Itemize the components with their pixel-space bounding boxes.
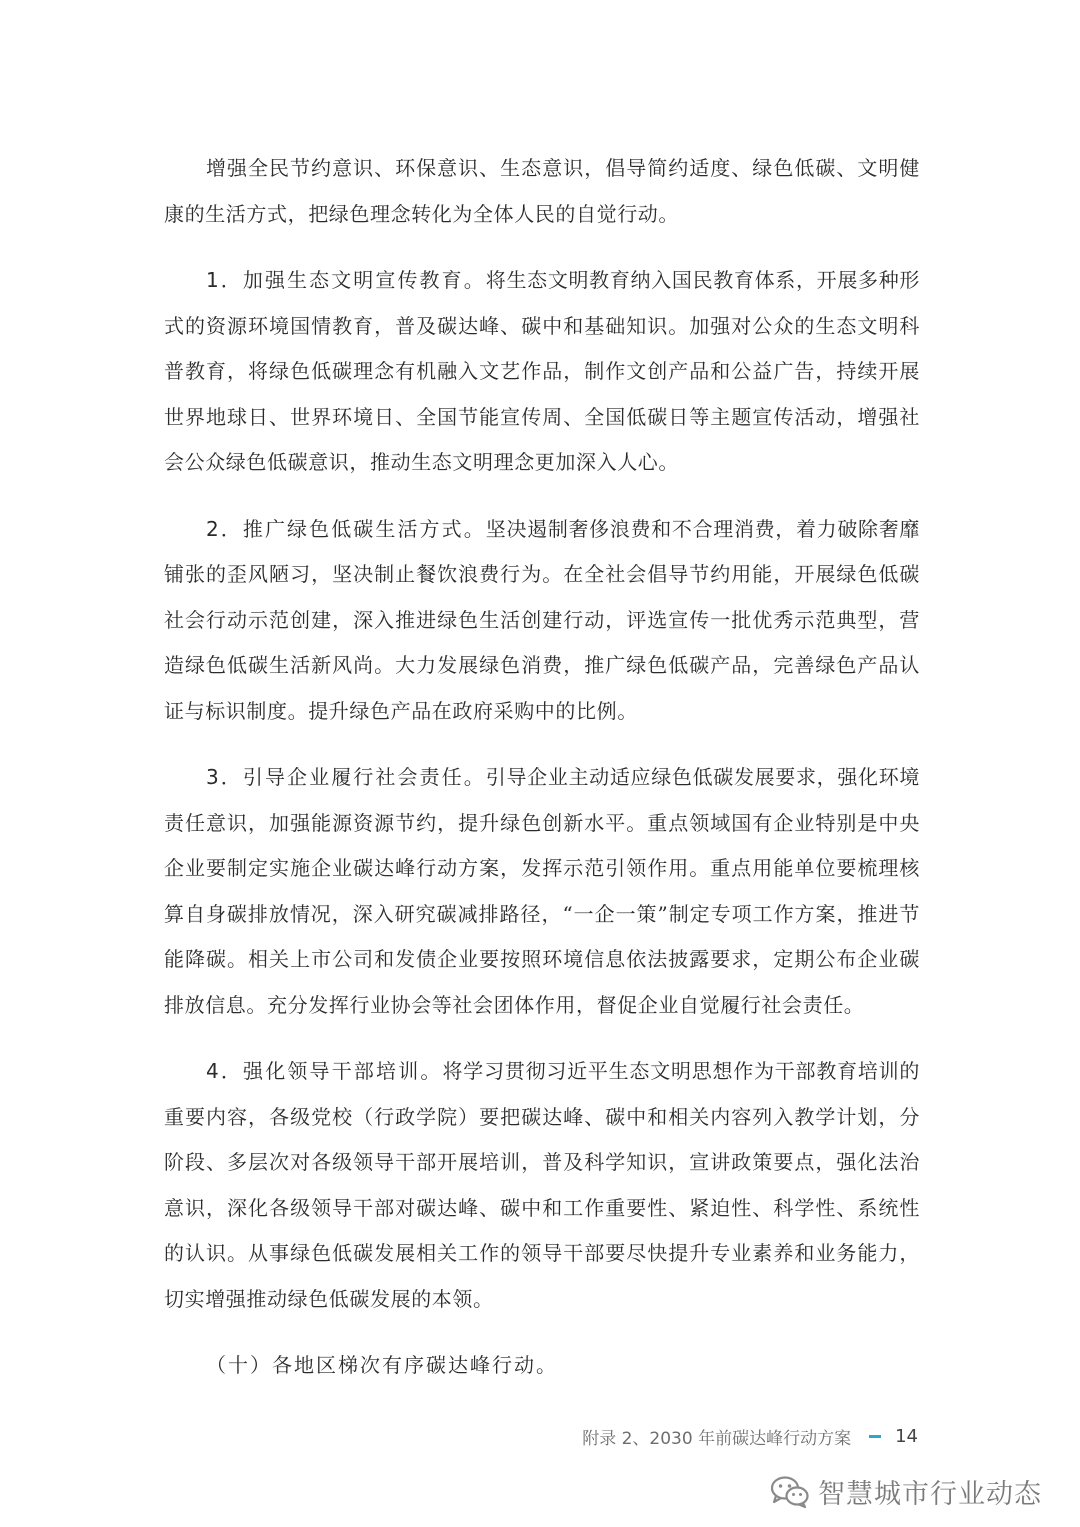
- wechat-icon: [770, 1475, 810, 1509]
- paragraph-item-2: [164, 507, 920, 735]
- paragraph-body: 坚决遏制奢侈浪费和不合理消费，着力破除奢靡铺张的歪风陋习，坚决制止餐饮浪费行为。在全社会倡导节约用能，开展绿色低碳社会行动示范创建，深入推进绿色生活创建行动，评选宣传一批优秀示范典型，营造绿色低碳生活新风尚。大力发展绿色消费，推广绿色低碳产品，完善绿色产品认证与标识制度。提升绿色产品在政府采购中的比例。: [164, 516, 920, 723]
- paragraph-heading: 3．引导企业履行社会责任。: [206, 765, 486, 789]
- paragraph-body: 增强全民节约意识、环保意识、生态意识，倡导简约适度、绿色低碳、文明健康的生活方式，把绿色理念转化为全体人民的自觉行动。: [164, 156, 920, 226]
- paragraph-item-4: [164, 1049, 920, 1322]
- section-heading: （十）各地区梯次有序碳达峰行动。: [206, 1353, 558, 1377]
- footer-accent-dash: [869, 1435, 881, 1438]
- paragraph-heading: 4．强化领导干部培训。: [206, 1059, 443, 1083]
- paragraph-item-1: [164, 258, 920, 486]
- paragraph-body: 将学习贯彻习近平生态文明思想作为干部教育培训的重要内容，各级党校（行政学院）要把碳达峰、碳中和相关内容列入教学计划，分阶段、多层次对各级领导干部开展培训，普及科学知识，宣讲政策要点，强化法治意识，深化各级领导干部对碳达峰、碳中和工作重要性、紧迫性、科学性、系统性的认识。从事绿色低碳发展相关工作的领导干部要尽快提升专业素养和业务能力，切实增强推动绿色低碳发展的本领。: [164, 1059, 920, 1311]
- paragraph-heading: 2．推广绿色低碳生活方式。: [206, 516, 486, 541]
- watermark: [770, 1472, 1042, 1511]
- paragraph-body: 将生态文明教育纳入国民教育体系，开展多种形式的资源环境国情教育，普及碳达峰、碳中和基础知识。加强对公众的生态文明科普教育，将绿色低碳理念有机融入文艺作品，制作文创产品和公益广告，持续开展世界地球日、世界环境日、全国节能宣传周、全国低碳日等主题宣传活动，增强社会公众绿色低碳意识，推动生态文明理念更加深入人心。: [164, 268, 920, 474]
- page-number: 14: [895, 1426, 918, 1447]
- paragraph-item-3: [164, 755, 920, 1028]
- paragraph-heading: 1．加强生态文明宣传教育。: [206, 268, 486, 292]
- paragraph-body: 引导企业主动适应绿色低碳发展要求，强化环境责任意识，加强能源资源节约，提升绿色创新水平。重点领域国有企业特别是中央企业要制定实施企业碳达峰行动方案，发挥示范引领作用。重点用能单位要梳理核算自身碳排放情况，深入研究碳减排路径，“一企一策”制定专项工作方案，推进节能降碳。相关上市公司和发债企业要按照环境信息依法披露要求，定期公布企业碳排放信息。充分发挥行业协会等社会团体作用，督促企业自觉履行社会责任。: [164, 765, 920, 1017]
- page-footer: [582, 1424, 918, 1449]
- watermark-text: 智慧城市行业动态: [818, 1479, 1042, 1510]
- footer-label: 附录 2、2030 年前碳达峰行动方案: [582, 1429, 852, 1449]
- paragraph-intro: [164, 146, 920, 237]
- document-body: [164, 146, 920, 1388]
